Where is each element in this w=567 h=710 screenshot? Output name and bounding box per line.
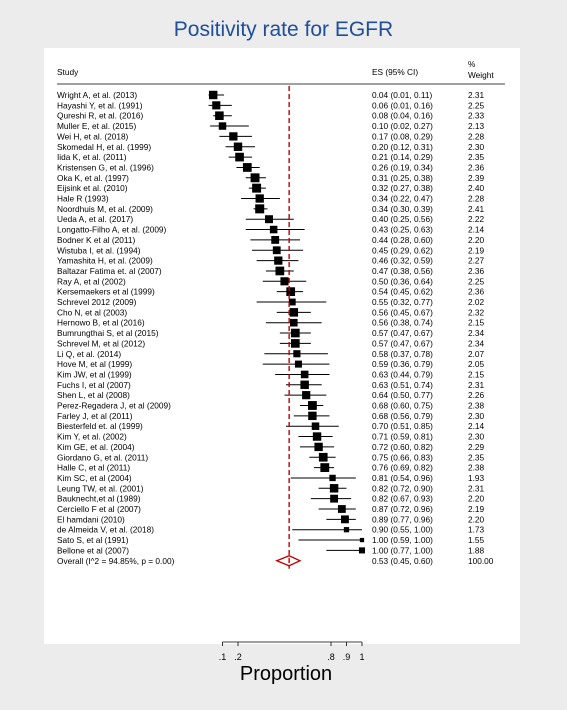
es-ci-value: 0.63 (0.44, 0.79) [372, 369, 433, 380]
effect-size-marker [235, 153, 244, 162]
weight-value: 1.88 [468, 545, 485, 556]
study-name: Cho N, et al (2003) [57, 307, 128, 318]
effect-size-marker [215, 111, 224, 120]
study-name: Ray A, et al (2002) [57, 276, 126, 287]
es-ci-value: 0.06 (0.01, 0.16) [372, 100, 433, 111]
x-tick-label: .2 [234, 652, 242, 662]
x-tick-label: .8 [327, 652, 335, 662]
study-name: Halle C, et al (2011) [57, 462, 131, 473]
es-ci-value: 1.00 (0.77, 1.00) [372, 545, 433, 556]
effect-size-marker [265, 215, 273, 223]
es-ci-value: 0.20 (0.12, 0.31) [372, 141, 433, 152]
effect-size-marker [234, 143, 242, 151]
weight-value: 2.20 [468, 493, 485, 504]
weight-value: 2.31 [468, 483, 485, 494]
weight-value: 2.36 [468, 265, 485, 276]
study-name: Farley J, et al (2011) [57, 410, 133, 421]
study-name: Hale R (1993) [57, 193, 109, 204]
study-name: Hove M, et al (1999) [57, 359, 133, 370]
weight-value: 2.07 [468, 348, 485, 359]
es-ci-value: 1.00 (0.59, 1.00) [372, 535, 433, 546]
es-ci-value: 0.34 (0.30, 0.39) [372, 203, 433, 214]
effect-size-marker [273, 246, 281, 254]
effect-size-marker [338, 505, 346, 513]
es-ci-value: 0.55 (0.32, 0.77) [372, 297, 433, 307]
weight-value: 2.36 [468, 286, 485, 297]
study-name: Longatto-Filho A, et al. (2009) [57, 224, 167, 235]
effect-size-marker [209, 91, 217, 99]
es-ci-value: 0.71 (0.59, 0.81) [372, 431, 433, 442]
study-name: Bauknecht,et al (1989) [57, 493, 141, 504]
study-name: Sato S, et al (1991) [57, 535, 129, 546]
weight-value: 2.35 [468, 452, 485, 463]
study-name: Bumrungthai S, et al (2015) [57, 328, 159, 339]
effect-size-marker [291, 339, 300, 348]
es-ci-value: 0.70 (0.51, 0.85) [372, 421, 433, 432]
es-ci-value: 0.56 (0.38, 0.74) [372, 317, 433, 328]
study-name: Iida K, et al. (2011) [57, 152, 127, 163]
es-ci-value: 0.75 (0.66, 0.83) [372, 452, 433, 463]
es-ci-value: 0.10 (0.02, 0.27) [372, 121, 433, 132]
weight-value: 2.25 [468, 276, 485, 287]
study-name: Biesterfeld et. al (1999) [57, 421, 143, 432]
weight-value: 2.28 [468, 193, 485, 204]
weight-value: 2.26 [468, 390, 485, 401]
effect-size-marker [312, 422, 320, 430]
weight-value: 2.14 [468, 421, 485, 432]
effect-size-marker [330, 495, 338, 503]
study-name: Cerciello F et al (2007) [57, 504, 141, 514]
x-tick-label: .1 [218, 652, 227, 662]
effect-size-marker [286, 287, 295, 296]
weight-value: 2.31 [468, 379, 485, 390]
es-ci-value: 0.44 (0.28, 0.60) [372, 234, 433, 245]
weight-value: 2.30 [468, 431, 485, 442]
weight-value: 1.73 [468, 524, 485, 535]
weight-value: 2.02 [468, 297, 485, 307]
es-ci-value: 0.57 (0.47, 0.67) [372, 338, 433, 349]
es-ci-value: 0.58 (0.37, 0.78) [372, 348, 433, 359]
weight-value: 2.31 [468, 90, 485, 100]
es-ci-value: 0.50 (0.36, 0.64) [372, 276, 433, 287]
study-name: Bodner K et al (2011) [57, 234, 136, 245]
weight-value: 2.20 [468, 514, 485, 525]
weight-value: 2.34 [468, 338, 485, 349]
effect-size-marker [256, 194, 264, 202]
weight-value: 2.15 [468, 369, 485, 380]
es-ci-value: 0.76 (0.69, 0.82) [372, 462, 433, 473]
overall-weight-value: 100.00 [468, 555, 494, 566]
study-name: Oka K, et al. (1997) [57, 172, 129, 183]
effect-size-marker [314, 443, 322, 451]
study-name: Fuchs I, et al (2007) [57, 379, 131, 390]
effect-size-marker [219, 122, 226, 129]
study-name: Wright A, et al. (2013) [57, 90, 138, 100]
weight-value: 2.13 [468, 121, 485, 132]
es-ci-value: 0.32 (0.27, 0.38) [372, 183, 433, 194]
es-ci-value: 0.63 (0.51, 0.74) [372, 379, 433, 390]
weight-value: 2.20 [468, 234, 485, 245]
es-ci-value: 0.68 (0.60, 0.75) [372, 400, 433, 411]
effect-size-marker [212, 101, 220, 109]
study-name: Yamashita H, et al. (2009) [57, 255, 153, 266]
es-ci-value: 0.47 (0.38, 0.56) [372, 265, 433, 276]
study-name: Giordano G, et al. (2011) [57, 452, 149, 463]
weight-value: 2.22 [468, 214, 485, 225]
weight-value: 2.27 [468, 255, 485, 266]
study-name: Schrevel 2012 (2009) [57, 297, 137, 307]
overall-diamond [277, 556, 300, 566]
study-name: Skomedal H, et al. (1999) [57, 141, 152, 152]
weight-value: 2.38 [468, 400, 485, 411]
study-name: Kristensen G, et al. (1996) [57, 162, 154, 173]
effect-size-marker [295, 361, 302, 368]
effect-size-marker [274, 256, 282, 264]
es-ci-value: 0.81 (0.54, 0.96) [372, 472, 433, 483]
effect-size-marker [229, 132, 237, 140]
es-ci-value: 0.57 (0.47, 0.67) [372, 328, 433, 339]
study-name: Qureshi R, et al. (2016) [57, 110, 144, 121]
es-column-header: ES (95% CI) [372, 67, 419, 77]
x-axis [219, 642, 365, 662]
effect-size-marker [301, 371, 309, 379]
study-name: Leung TW, et al. (2001) [57, 483, 144, 494]
study-name: Kim JW, et al (1999) [57, 369, 132, 380]
weight-value: 2.41 [468, 203, 485, 214]
es-ci-value: 0.59 (0.36, 0.79) [372, 359, 433, 370]
es-ci-value: 0.31 (0.25, 0.38) [372, 172, 433, 183]
effect-size-marker [293, 350, 300, 357]
study-name: Schrevel M, et al (2012) [57, 338, 146, 349]
weight-value: 2.05 [468, 359, 485, 370]
x-axis-label: Proportion [239, 663, 333, 685]
weight-value: 2.25 [468, 100, 485, 111]
weight-value: 2.38 [468, 462, 485, 473]
weight-value: 1.55 [468, 535, 485, 546]
effect-size-marker [300, 381, 308, 389]
weight-value: 2.33 [468, 110, 485, 121]
es-ci-value: 0.46 (0.32, 0.59) [372, 255, 433, 266]
effect-size-marker [275, 267, 284, 276]
effect-size-marker [341, 515, 349, 523]
weight-value: 2.19 [468, 245, 485, 256]
es-ci-value: 0.04 (0.01, 0.11) [372, 90, 433, 100]
es-ci-value: 0.34 (0.22, 0.47) [372, 193, 433, 204]
study-name: Kim SC, et al (2004) [57, 472, 132, 483]
es-ci-value: 0.17 (0.08, 0.29) [372, 131, 433, 142]
es-ci-value: 0.43 (0.25, 0.63) [372, 224, 433, 235]
study-name: Kersemaekers et al (1999) [57, 286, 155, 297]
effect-size-marker [270, 226, 278, 234]
effect-size-marker [302, 391, 310, 399]
study-name: Muller E, et al. (2015) [57, 121, 137, 132]
weight-value: 2.32 [468, 307, 485, 318]
weight-value: 2.39 [468, 172, 485, 183]
effect-size-marker [243, 163, 252, 172]
effect-size-marker [251, 173, 260, 182]
es-ci-value: 0.45 (0.29, 0.62) [372, 245, 433, 256]
effect-size-marker [280, 277, 288, 285]
es-ci-value: 0.82 (0.72, 0.90) [372, 483, 433, 494]
weight-value: 2.29 [468, 441, 485, 452]
effect-size-marker [308, 401, 317, 410]
chart-title: Positivity rate for EGFR [173, 18, 394, 41]
weight-value: 1.93 [468, 472, 485, 483]
es-ci-value: 0.82 (0.67, 0.93) [372, 493, 433, 504]
weight-value: 2.35 [468, 152, 485, 163]
study-name: Baltazar Fatima et. al (2007) [57, 265, 162, 276]
study-name: Eijsink et al. (2010) [57, 183, 128, 194]
es-ci-value: 0.90 (0.55, 1.00) [372, 524, 433, 535]
overall-label: Overall (I^2 = 94.85%, p = 0.00) [57, 555, 175, 566]
study-name: Noordhuis M, et al. (2009) [57, 203, 153, 214]
effect-size-marker [291, 329, 300, 338]
weight-value: 2.40 [468, 183, 485, 194]
es-ci-value: 0.72 (0.60, 0.82) [372, 441, 433, 452]
es-ci-value: 0.08 (0.04, 0.16) [372, 110, 433, 121]
effect-size-marker [330, 484, 338, 492]
weight-column-header: Weight [468, 70, 494, 80]
es-ci-value: 0.54 (0.45, 0.62) [372, 286, 433, 297]
effect-size-marker [271, 236, 279, 244]
weight-value: 2.36 [468, 162, 485, 173]
es-ci-value: 0.64 (0.50, 0.77) [372, 390, 433, 401]
study-name: Ueda A, et al. (2017) [57, 214, 134, 225]
weight-value: 2.34 [468, 328, 485, 339]
effect-size-marker [319, 453, 328, 462]
es-ci-value: 0.89 (0.77, 0.96) [372, 514, 433, 525]
effect-size-marker [290, 319, 298, 327]
study-name: Hayashi Y, et al. (1991) [57, 100, 143, 111]
es-ci-value: 0.56 (0.45, 0.67) [372, 307, 433, 318]
study-name: El hamdani (2010) [57, 514, 125, 525]
weight-value: 2.30 [468, 410, 485, 421]
weight-value: 2.28 [468, 131, 485, 142]
study-name: Perez-Regadera J, et al (2009) [57, 400, 171, 411]
weight-value: 2.14 [468, 224, 485, 235]
study-name: Kim GE, et al. (2004) [57, 441, 135, 452]
effect-size-marker [255, 204, 264, 213]
study-name: Shen L, et al (2008) [57, 390, 130, 401]
effect-size-marker [252, 184, 261, 193]
study-name: Hernowo B, et al (2016) [57, 317, 145, 328]
effect-size-marker [320, 463, 329, 472]
effect-size-marker [290, 308, 299, 317]
study-rows [57, 90, 494, 566]
weight-value: 2.15 [468, 317, 485, 328]
es-ci-value: 0.26 (0.19, 0.34) [372, 162, 433, 173]
effect-size-marker [308, 412, 316, 420]
effect-size-marker [344, 527, 349, 532]
study-name: Bellone et al (2007) [57, 545, 129, 556]
study-name: Kim Y, et al. (2002) [57, 431, 127, 442]
effect-size-marker [313, 432, 321, 440]
weight-value: 2.19 [468, 504, 485, 514]
study-name: Li Q, et al. (2014) [57, 348, 122, 359]
es-ci-value: 0.87 (0.72, 0.96) [372, 504, 433, 514]
effect-size-marker [359, 547, 365, 553]
study-column-header: Study [57, 67, 79, 77]
weight-column-header-symbol: % [468, 59, 476, 69]
study-name: de Almeida V, et al. (2018) [57, 524, 155, 535]
weight-value: 2.30 [468, 141, 485, 152]
study-name: Wei H, et al. (2018) [57, 131, 129, 142]
x-tick-label: .9 [342, 652, 351, 662]
effect-size-marker [329, 475, 335, 481]
effect-size-marker [360, 538, 364, 542]
study-name: Wistuba I, et al. (1994) [57, 245, 141, 256]
es-ci-value: 0.40 (0.25, 0.56) [372, 214, 433, 225]
overall-es-ci-value: 0.53 (0.45, 0.60) [372, 555, 433, 566]
es-ci-value: 0.21 (0.14, 0.29) [372, 152, 433, 163]
es-ci-value: 0.68 (0.56, 0.79) [372, 410, 433, 421]
x-tick-label: 1 [359, 652, 365, 662]
